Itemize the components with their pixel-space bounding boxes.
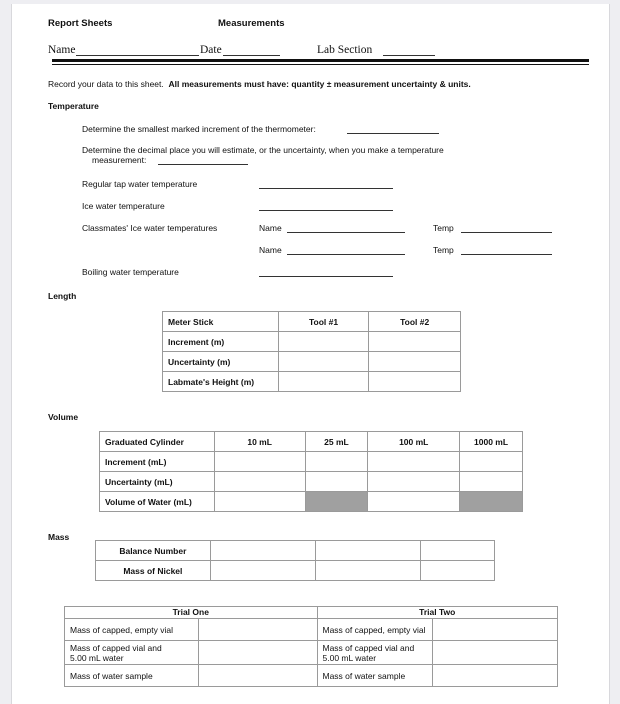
- input-cell[interactable]: [278, 372, 369, 392]
- table-header-cell: Tool #1: [278, 312, 369, 332]
- table-header-cell: Meter Stick: [163, 312, 279, 332]
- row-label: Mass of capped vial and 5.00 mL water: [317, 641, 433, 665]
- shaded-cell: [460, 492, 523, 512]
- table-row: [96, 561, 495, 581]
- mass-table: [95, 540, 495, 581]
- ice-water-label: Ice water temperature: [82, 201, 165, 211]
- report-sheet-page: [11, 4, 610, 704]
- volume-table: [99, 431, 523, 512]
- boiling-water-label: Boiling water temperature: [82, 267, 179, 277]
- table-row: [163, 352, 461, 372]
- classmate1-temp-field[interactable]: [461, 232, 552, 233]
- input-cell[interactable]: [198, 641, 317, 665]
- input-cell[interactable]: [369, 352, 461, 372]
- table-header-cell: Tool #2: [369, 312, 461, 332]
- table-row: [163, 372, 461, 392]
- volume-heading: Volume: [48, 412, 79, 422]
- tap-water-label: Regular tap water temperature: [82, 179, 198, 189]
- table-row: [65, 665, 558, 687]
- input-cell[interactable]: [421, 541, 495, 561]
- shaded-cell: [305, 492, 368, 512]
- row-label: Uncertainty (m): [163, 352, 279, 372]
- input-cell[interactable]: [433, 641, 558, 665]
- classmate1-name-field[interactable]: [287, 232, 405, 233]
- input-cell[interactable]: [278, 332, 369, 352]
- report-sheets-title: Report Sheets: [48, 18, 113, 29]
- input-cell[interactable]: [433, 619, 558, 641]
- input-cell[interactable]: [278, 352, 369, 372]
- row-label: Mass of capped, empty vial: [317, 619, 433, 641]
- input-cell[interactable]: [368, 492, 460, 512]
- row-label: Mass of capped, empty vial: [65, 619, 199, 641]
- lab-section-label: Lab Section: [317, 44, 373, 56]
- row-label: Mass of water sample: [65, 665, 199, 687]
- input-cell[interactable]: [305, 452, 368, 472]
- date-label: Date: [200, 44, 222, 56]
- row-label: Mass of capped vial and 5.00 mL water: [65, 641, 199, 665]
- thermometer-increment-field[interactable]: [347, 133, 439, 134]
- input-cell[interactable]: [460, 452, 523, 472]
- input-cell[interactable]: [210, 561, 316, 581]
- lab-section-field[interactable]: [383, 55, 435, 56]
- input-cell[interactable]: [368, 452, 460, 472]
- table-row: [100, 492, 523, 512]
- input-cell[interactable]: [198, 619, 317, 641]
- uncertainty-question-line1: Determine the decimal place you will estimate, or the uncertainty, when you make a temperature: [82, 145, 444, 155]
- classmate2-temp-label: Temp: [433, 245, 454, 255]
- classmate2-temp-field[interactable]: [461, 254, 552, 255]
- tap-water-field[interactable]: [259, 188, 393, 189]
- uncertainty-question-line2: measurement:: [92, 155, 147, 165]
- input-cell[interactable]: [214, 452, 305, 472]
- input-cell[interactable]: [421, 561, 495, 581]
- input-cell[interactable]: [316, 561, 421, 581]
- header-rule-thin: [52, 64, 589, 65]
- trials-table: [64, 606, 558, 687]
- input-cell[interactable]: [316, 541, 421, 561]
- row-label: Mass of water sample: [317, 665, 433, 687]
- input-cell[interactable]: [214, 492, 305, 512]
- trial-one-header: Trial One: [65, 607, 318, 619]
- table-row: [65, 607, 558, 619]
- length-table: [162, 311, 461, 392]
- instructions-plain: Record your data to this sheet.: [48, 79, 164, 89]
- row-label: Balance Number: [96, 541, 211, 561]
- table-row: [96, 541, 495, 561]
- row-label: Mass of Nickel: [96, 561, 211, 581]
- header-rule-thick: [52, 59, 589, 62]
- uncertainty-field[interactable]: [158, 164, 248, 165]
- date-field[interactable]: [223, 55, 280, 56]
- row-label: Labmate's Height (m): [163, 372, 279, 392]
- trial-two-header: Trial Two: [317, 607, 558, 619]
- instructions-bold: All measurements must have: quantity ± measurement uncertainty & units.: [168, 79, 471, 89]
- classmate2-name-field[interactable]: [287, 254, 405, 255]
- input-cell[interactable]: [198, 665, 317, 687]
- classmate2-name-label: Name: [259, 245, 282, 255]
- classmate1-temp-label: Temp: [433, 223, 454, 233]
- table-row: [100, 472, 523, 492]
- boiling-water-field[interactable]: [259, 276, 393, 277]
- row-label: Increment (mL): [100, 452, 215, 472]
- mass-heading: Mass: [48, 532, 70, 542]
- table-row: [65, 641, 558, 665]
- input-cell[interactable]: [305, 472, 368, 492]
- input-cell[interactable]: [369, 372, 461, 392]
- input-cell[interactable]: [210, 541, 316, 561]
- measurements-title: Measurements: [218, 18, 285, 29]
- ice-water-field[interactable]: [259, 210, 393, 211]
- table-row: [163, 332, 461, 352]
- table-row: [100, 432, 523, 452]
- table-row: [163, 312, 461, 332]
- table-row: [65, 619, 558, 641]
- classmate1-name-label: Name: [259, 223, 282, 233]
- table-row: [100, 452, 523, 472]
- name-field[interactable]: [76, 55, 199, 56]
- table-header-cell: 10 mL: [214, 432, 305, 452]
- row-label: Uncertainty (mL): [100, 472, 215, 492]
- name-label: Name: [48, 44, 76, 56]
- classmates-ice-label: Classmates' Ice water temperatures: [82, 223, 218, 233]
- table-header-cell: 100 mL: [368, 432, 460, 452]
- table-header-cell: Graduated Cylinder: [100, 432, 215, 452]
- table-header-cell: 25 mL: [305, 432, 368, 452]
- input-cell[interactable]: [368, 472, 460, 492]
- row-label: Increment (m): [163, 332, 279, 352]
- input-cell[interactable]: [369, 332, 461, 352]
- row-label: Volume of Water (mL): [100, 492, 215, 512]
- input-cell[interactable]: [214, 472, 305, 492]
- length-heading: Length: [48, 291, 77, 301]
- input-cell[interactable]: [433, 665, 558, 687]
- thermometer-increment-question: Determine the smallest marked increment of the thermometer:: [82, 124, 316, 134]
- temperature-heading: Temperature: [48, 101, 99, 111]
- table-header-cell: 1000 mL: [460, 432, 523, 452]
- input-cell[interactable]: [460, 472, 523, 492]
- instructions: [48, 79, 471, 89]
